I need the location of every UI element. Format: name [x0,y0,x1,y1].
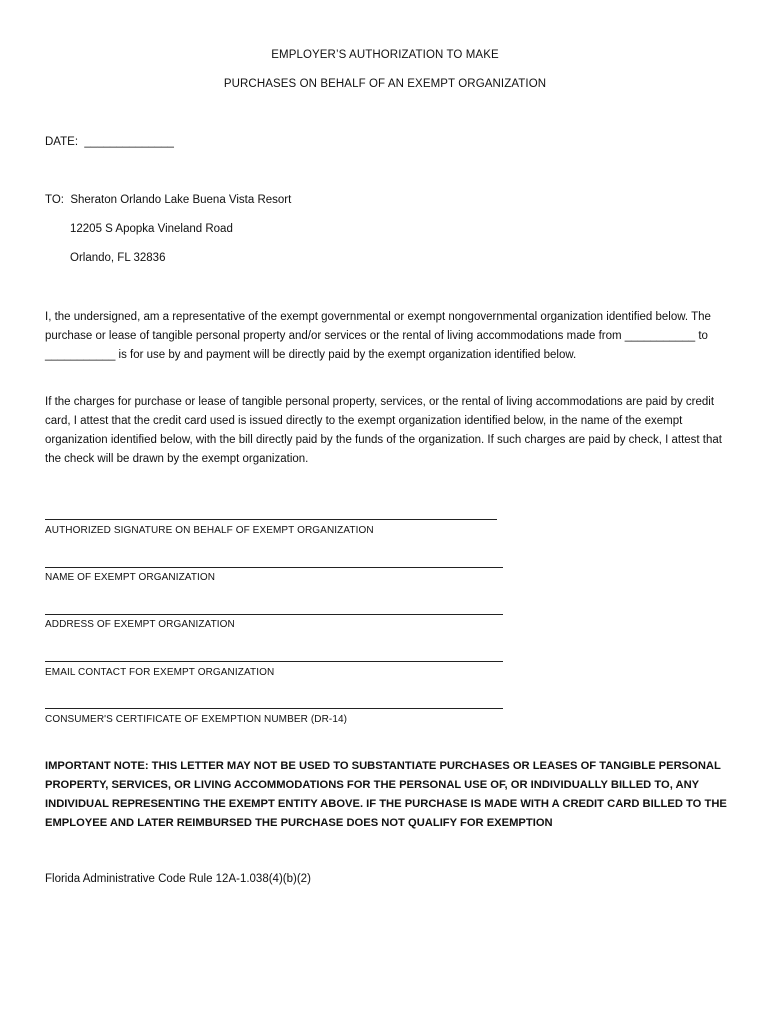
organization-name-line [45,567,503,568]
exemption-number-label: CONSUMER'S CERTIFICATE OF EXEMPTION NUMBER (DR-14) [45,714,348,725]
recipient-street: 12205 S Apopka Vineland Road [70,223,233,235]
document-title-line-2: PURCHASES ON BEHALF OF AN EXEMPT ORGANIZATION [223,78,547,90]
footer-rule-citation: Florida Administrative Code Rule 12A-1.038(4)(b)(2) [45,873,311,885]
signature-line [45,519,497,520]
document-title-line-1: EMPLOYER’S AUTHORIZATION TO MAKE [271,49,499,61]
email-contact-line [45,661,503,662]
signature-label: AUTHORIZED SIGNATURE ON BEHALF OF EXEMPT ORGANIZATION [45,525,374,536]
email-contact-label: EMAIL CONTACT FOR EXEMPT ORGANIZATION [45,667,275,678]
recipient-to-line: TO: Sheraton Orlando Lake Buena Vista Resort [45,194,292,206]
recipient-city: Orlando, FL 32836 [70,252,166,264]
credit-card-paragraph: If the charges for purchase or lease of tangible personal property, services, or the rental of living accommodations are paid by credit card, I attest that the credit card used is issued directly to the exempt organization identified below, in the name of the exempt organization identified below, with the bill directly paid by the funds of the organization. If such charges are paid by check, I attest that the check will be drawn by the exempt organization. [45,396,722,465]
organization-address-line [45,614,503,615]
organization-address-label: ADDRESS OF EXEMPT ORGANIZATION [45,619,235,630]
exemption-number-line [45,708,503,709]
organization-name-label: NAME OF EXEMPT ORGANIZATION [45,572,216,583]
authorization-paragraph: I, the undersigned, am a representative of the exempt governmental or exempt nongovernmental organization identified below. The purchase or lease of tangible personal property and/or services or the rental of living accommodations made from ___________ to ___________ is for use by and payment will be directly paid by the exempt organization identified below. [45,311,711,361]
important-note: IMPORTANT NOTE: THIS LETTER MAY NOT BE USED TO SUBSTANTIATE PURCHASES OR LEASES OF TANGIBLE PERSONAL PROPERTY, SERVICES, OR LIVING ACCOMMODATIONS FOR THE PERSONAL USE OF, OR INDIVIDUALLY BILLED TO, ANY INDIVIDUAL REPRESENTING THE EXEMPT ENTITY ABOVE. IF THE PURCHASE IS MADE WITH A CREDIT CARD BILLED TO THE EMPLOYEE AND LATER REIMBURSED THE PURCHASE DOES NOT QUALIFY FOR EXEMPTION [45,760,727,829]
date-field: DATE: ______________ [45,136,174,148]
